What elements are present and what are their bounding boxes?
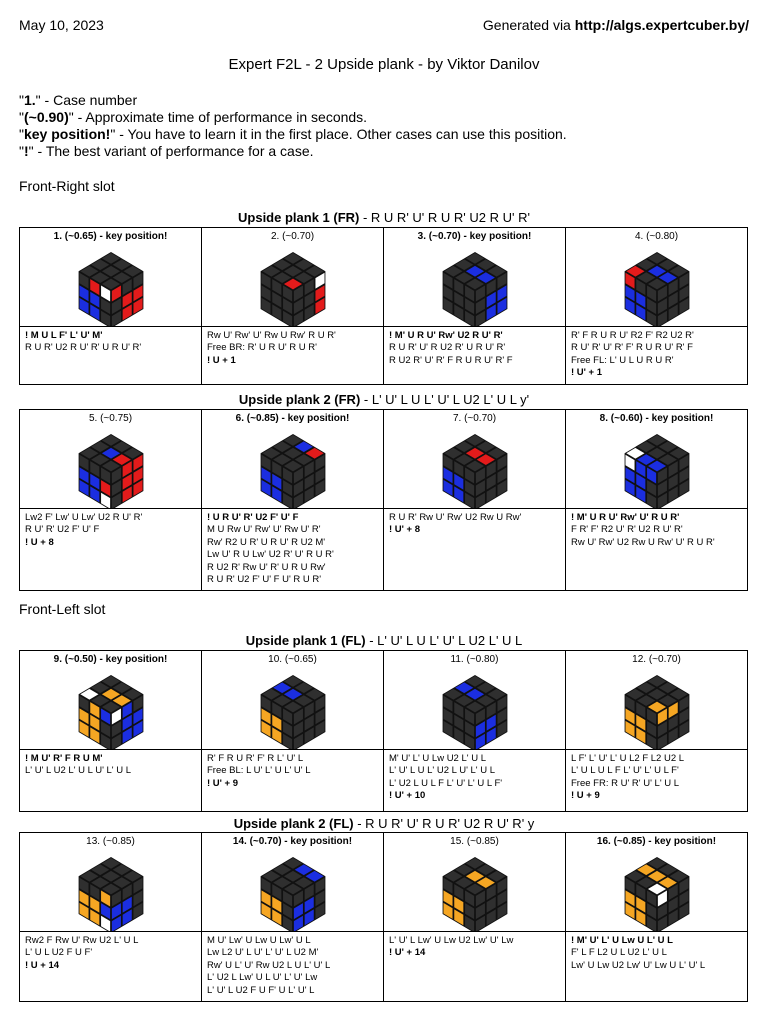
algorithm-line: F' L F L2 U L U2 L' U L xyxy=(571,947,667,959)
algorithm-line: L' U2 L Lw' U L U' L' U' Lw xyxy=(207,972,318,984)
algorithm-line: R U R' U2 R U' R' U R U' R' xyxy=(25,342,142,354)
case-label: 12. (~0.70) xyxy=(632,654,681,665)
algorithm-line: ! U + 9 xyxy=(571,790,600,802)
algorithm-line: L' U' L U L' U2 L U' L' U L xyxy=(389,765,496,777)
legend xyxy=(19,92,567,160)
algorithm-line: ! U + 14 xyxy=(25,959,60,971)
case-algorithms xyxy=(384,509,566,591)
case-algorithms xyxy=(566,327,748,385)
case-label: 2. (~0.70) xyxy=(270,231,315,242)
algorithm-line: R' F R U R' F' R L' U' L xyxy=(207,753,304,764)
case-label: 3. (~0.70) - key position! xyxy=(417,231,532,242)
case-label: 15. (~0.85) xyxy=(450,836,499,847)
case-label: 14. (~0.70) - key position! xyxy=(232,836,353,847)
algorithm-line: L' U2 L U L F L' U' L' U L F' xyxy=(389,777,503,789)
slot-heading: Front-Left slot xyxy=(19,601,106,617)
group-title xyxy=(0,392,768,407)
algorithm-line: ! U' + 14 xyxy=(389,947,426,959)
case-cell xyxy=(20,410,202,509)
case-algorithms xyxy=(566,932,748,1002)
algorithm-line: ! U + 8 xyxy=(25,536,54,548)
algorithm-line: Rw' U L' U' Rw U2 L U L' U' L xyxy=(207,959,331,971)
algorithm-line: R U R' U2 F' U' F U' R U R' xyxy=(207,574,322,586)
algorithm-line: Lw U' R U Lw' U2 R' U' R U R' xyxy=(207,549,334,561)
group-name: Upside plank 2 (FR) xyxy=(238,392,361,407)
case-algorithms xyxy=(566,509,748,591)
group-title xyxy=(0,210,768,225)
algorithm-line: L' U' L Lw' U Lw U2 Lw' U' Lw xyxy=(389,935,514,946)
case-algorithms xyxy=(566,750,748,812)
group-name: Upside plank 1 (FL) xyxy=(245,633,366,648)
case-algorithms xyxy=(202,509,384,591)
cube-diagram xyxy=(439,853,511,931)
algorithm-line: Free FL: L' U L U R U R' xyxy=(571,354,674,366)
case-cell xyxy=(202,651,384,750)
case-label: 6. (~0.85) - key position! xyxy=(235,413,350,424)
case-algorithms xyxy=(202,327,384,385)
cube-diagram xyxy=(75,430,147,508)
case-cell xyxy=(384,833,566,932)
case-algorithms xyxy=(20,932,202,1002)
algorithm-line: Rw' R2 U R' U R U' R U2 M' xyxy=(207,536,326,548)
case-algorithms xyxy=(202,932,384,1002)
legend-line: "1." - Case number xyxy=(19,92,138,108)
algorithm-line: M' U' L' U Lw U2 L' U L xyxy=(389,753,487,764)
algorithm-line: Free FR: R U' R' U' L' U L xyxy=(571,777,680,789)
group-algorithm: - R U R' U' R U R' U2 R U' R' y xyxy=(353,816,535,831)
cases-table xyxy=(19,409,748,591)
algorithm-line: Free BL: L U' L' U L' U' L xyxy=(207,765,311,777)
legend-line: "key position!" - You have to learn it in the first place. Other cases can use this position. xyxy=(19,126,567,142)
algorithm-line: ! M' U R U' Rw' U' R U R' xyxy=(571,512,680,523)
legend-line: "(~0.90)" - Approximate time of performance in seconds. xyxy=(19,109,368,125)
cube-diagram xyxy=(75,248,147,326)
algorithm-line: ! M' U' L' U Lw U L' U L xyxy=(571,935,673,946)
cube-diagram xyxy=(439,671,511,749)
algorithm-line: ! U R U' R' U2 F' U' F xyxy=(207,512,299,523)
case-label: 16. (~0.85) - key position! xyxy=(596,836,717,847)
case-cell xyxy=(566,833,748,932)
cube-diagram xyxy=(621,671,693,749)
case-label: 7. (~0.70) xyxy=(452,413,497,424)
algorithm-line: R' F R U R U' R2 F' R2 U2 R' xyxy=(571,330,694,341)
algorithm-line: ! M U' R' F R U M' xyxy=(25,753,103,764)
algorithm-line: ! M U L F' L' U' M' xyxy=(25,330,103,341)
cases-table xyxy=(19,650,748,812)
cube-diagram xyxy=(257,671,329,749)
algorithm-line: R U R' Rw U' Rw' U2 Rw U Rw' xyxy=(389,512,522,523)
case-label: 9. (~0.50) - key position! xyxy=(53,654,168,665)
algorithm-line: R U R' U' R U2 R' U R U' R' xyxy=(389,342,506,354)
case-label: 4. (~0.80) xyxy=(634,231,679,242)
algorithm-line: L' U L U L F L' U' L' U L F' xyxy=(571,765,679,777)
algorithm-line: ! U' + 10 xyxy=(389,790,426,802)
cube-diagram xyxy=(257,430,329,508)
algorithm-line: F R' F' R2 U' R' U2 R U' R' xyxy=(571,524,683,536)
case-cell xyxy=(566,410,748,509)
case-cell xyxy=(566,651,748,750)
generated-prefix: Generated via xyxy=(482,17,575,33)
case-algorithms xyxy=(384,932,566,1002)
case-cell xyxy=(384,228,566,327)
case-cell xyxy=(20,228,202,327)
algorithm-line: ! U' + 8 xyxy=(389,524,421,536)
algorithm-line: R U2 R' Rw U' R' U R U Rw' xyxy=(207,561,326,573)
algorithm-line: L' U' L U2 F U F' U L' U' L xyxy=(207,984,315,996)
case-label: 11. (~0.80) xyxy=(450,654,499,665)
cases-table xyxy=(19,832,748,1002)
algorithm-line: ! U' + 9 xyxy=(207,777,239,789)
cube-diagram xyxy=(257,248,329,326)
group-title xyxy=(0,633,768,648)
algorithm-line: R U2 R' U' R' F R U R U' R' F xyxy=(389,354,513,366)
algorithm-line: Free BR: R' U R U' R U R' xyxy=(207,342,317,354)
cube-diagram xyxy=(439,248,511,326)
algorithm-line: Rw U' Rw' U2 Rw U Rw' U' R U R' xyxy=(571,536,715,548)
case-cell xyxy=(384,651,566,750)
cases-table xyxy=(19,227,748,385)
case-label: 10. (~0.65) xyxy=(268,654,317,665)
group-algorithm: - R U R' U' R U R' U2 R U' R' xyxy=(359,210,530,225)
generated-via xyxy=(483,17,749,33)
case-cell xyxy=(202,410,384,509)
group-algorithm: - L' U' L U L' U' L U2 L' U L y' xyxy=(360,392,530,407)
algorithm-line: R U' R' U2 F' U' F xyxy=(25,524,100,536)
print-date: May 10, 2023 xyxy=(19,17,104,33)
cube-diagram xyxy=(439,430,511,508)
algorithm-line: Lw' U Lw U2 Lw' U' Lw U L' U' L xyxy=(571,959,706,971)
case-label: 8. (~0.60) - key position! xyxy=(599,413,714,424)
algorithm-line: M U Rw U' Rw' U' Rw U' R' xyxy=(207,524,321,536)
generated-url-link[interactable]: http://algs.expertcuber.by/ xyxy=(574,17,749,33)
algorithm-line: Rw2 F Rw U' Rw U2 L' U L xyxy=(25,935,139,946)
case-cell xyxy=(384,410,566,509)
algorithm-line: L F' L' U' L' U L2 F L2 U2 L xyxy=(571,753,685,764)
algorithm-line: M U' Lw' U Lw U Lw' U L xyxy=(207,935,311,946)
group-name: Upside plank 1 (FR) xyxy=(238,210,360,225)
case-label: 5. (~0.75) xyxy=(88,413,133,424)
algorithm-line: ! U + 1 xyxy=(207,354,236,366)
cube-diagram xyxy=(75,853,147,931)
case-algorithms xyxy=(202,750,384,812)
case-algorithms xyxy=(384,750,566,812)
case-cell xyxy=(202,228,384,327)
case-cell xyxy=(566,228,748,327)
case-cell xyxy=(20,833,202,932)
case-algorithms xyxy=(20,750,202,812)
algorithm-line: L' U L U2 F U F' xyxy=(25,947,93,959)
case-cell xyxy=(202,833,384,932)
algorithm-line: Lw L2 U' L U' L' U' L U2 M' xyxy=(207,947,319,959)
algorithm-line: R U' R' U' R' F' R U R U' R' F xyxy=(571,342,693,354)
algorithm-line: Rw U' Rw' U' Rw U Rw' R U R' xyxy=(207,330,336,341)
case-label: 1. (~0.65) - key position! xyxy=(53,231,168,242)
slot-heading: Front-Right slot xyxy=(19,178,115,194)
algorithm-line: ! U' + 1 xyxy=(571,367,603,379)
algorithm-line: Lw2 F' Lw' U Lw' U2 R U' R' xyxy=(25,512,143,523)
group-title xyxy=(0,816,768,831)
case-cell xyxy=(20,651,202,750)
cube-diagram xyxy=(75,671,147,749)
case-algorithms xyxy=(384,327,566,385)
cube-diagram xyxy=(621,853,693,931)
algorithm-line: ! M' U R U' Rw' U2 R U' R' xyxy=(389,330,503,341)
group-name: Upside plank 2 (FL) xyxy=(233,816,354,831)
cube-diagram xyxy=(257,853,329,931)
algorithm-line: L' U' L U2 L' U L U' L' U L xyxy=(25,765,132,777)
document-title: Expert F2L - 2 Upside plank - by Viktor Danilov xyxy=(228,56,540,73)
case-algorithms xyxy=(20,327,202,385)
group-algorithm: - L' U' L U L' U' L U2 L' U L xyxy=(365,633,523,648)
legend-line: "!" - The best variant of performance for a case. xyxy=(19,143,314,159)
cube-diagram xyxy=(621,248,693,326)
case-algorithms xyxy=(20,509,202,591)
cube-diagram xyxy=(621,430,693,508)
case-label: 13. (~0.85) xyxy=(86,836,135,847)
